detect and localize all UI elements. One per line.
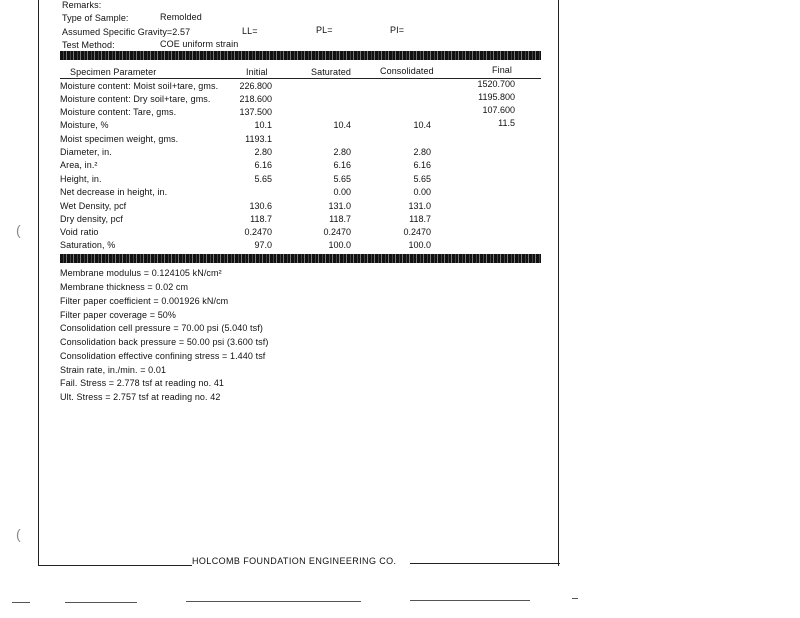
note-line: Consolidation effective confining stress = 1.440 tsf (60, 351, 266, 361)
scan-artifact (186, 601, 361, 602)
table-row-label: Moisture, % (60, 120, 109, 130)
gravity-label: Assumed Specific Gravity=2.57 (62, 27, 191, 37)
table-row-label: Moisture content: Dry soil+tare, gms. (60, 94, 211, 104)
table-cell-saturated: 131.0 (328, 201, 351, 211)
method-value: COE uniform strain (160, 39, 239, 49)
col-header-saturated: Saturated (311, 67, 351, 77)
ll-label: LL= (242, 26, 258, 36)
table-row-label: Void ratio (60, 227, 99, 237)
table-cell-saturated: 100.0 (328, 240, 351, 250)
table-row-label: Dry density, pcf (60, 214, 123, 224)
table-row-label: Height, in. (60, 174, 102, 184)
table-row-label: Moisture content: Moist soil+tare, gms. (60, 81, 219, 91)
scan-artifact (410, 600, 530, 601)
table-cell-consolidated: 5.65 (413, 174, 431, 184)
method-label: Test Method: (62, 40, 115, 50)
table-top-rule (60, 51, 541, 60)
right-border (558, 0, 559, 566)
table-cell-final: 11.5 (498, 118, 515, 128)
col-header-final: Final (492, 65, 513, 75)
scan-artifact (12, 602, 30, 603)
punch-hole-mark: ( (16, 222, 21, 238)
table-cell-consolidated: 0.00 (413, 187, 431, 197)
pi-label: PI= (390, 25, 405, 35)
table-row-label: Moisture content: Tare, gms. (60, 107, 177, 117)
pl-label: PL= (316, 25, 333, 35)
table-cell-final: 1195.800 (478, 92, 515, 102)
table-cell-initial: 2.80 (254, 147, 272, 157)
note-line: Membrane modulus = 0.124105 kN/cm² (60, 268, 222, 278)
punch-hole-mark: ( (16, 526, 21, 542)
table-bottom-rule (60, 254, 541, 263)
note-line: Fail. Stress = 2.778 tsf at reading no. 41 (60, 378, 225, 388)
table-cell-saturated: 6.16 (333, 160, 351, 170)
note-line: Filter paper coefficient = 0.001926 kN/cm (60, 296, 229, 306)
sample-type-label: Type of Sample: (62, 13, 129, 23)
table-cell-consolidated: 118.7 (409, 214, 431, 224)
table-cell-initial: 226.800 (239, 81, 272, 91)
footer-line-right (410, 563, 560, 564)
table-cell-consolidated: 10.4 (413, 120, 431, 130)
left-border (38, 0, 39, 566)
footer-line-left (38, 565, 192, 566)
table-row-label: Moist specimen weight, gms. (60, 134, 179, 144)
table-cell-initial: 6.16 (254, 160, 272, 170)
note-line: Ult. Stress = 2.757 tsf at reading no. 42 (60, 392, 221, 402)
table-cell-initial: 118.7 (250, 214, 272, 224)
table-cell-initial: 137.500 (239, 107, 272, 117)
note-line: Filter paper coverage = 50% (60, 310, 177, 320)
table-cell-initial: 1193.1 (245, 134, 272, 144)
table-cell-consolidated: 6.16 (413, 160, 431, 170)
col-header-initial: Initial (246, 67, 268, 77)
table-row-label: Area, in.² (60, 160, 98, 170)
remarks-label: Remarks: (62, 0, 102, 10)
table-cell-saturated: 5.65 (333, 174, 351, 184)
table-row-label: Net decrease in height, in. (60, 187, 168, 197)
table-row-label: Saturation, % (60, 240, 116, 250)
note-line: Membrane thickness = 0.02 cm (60, 282, 189, 292)
table-cell-saturated: 118.7 (329, 214, 351, 224)
col-header-parameter: Specimen Parameter (70, 67, 157, 77)
scan-artifact (65, 602, 137, 603)
company-name: HOLCOMB FOUNDATION ENGINEERING CO. (192, 556, 397, 566)
table-cell-final: 107.600 (482, 105, 515, 115)
table-row-label: Diameter, in. (60, 147, 112, 157)
col-header-consolidated: Consolidated (380, 66, 434, 76)
table-cell-initial: 130.6 (249, 201, 272, 211)
table-cell-saturated: 10.4 (333, 120, 351, 130)
scan-artifact (572, 598, 578, 599)
note-line: Consolidation back pressure = 50.00 psi (3.600 tsf) (60, 337, 269, 347)
table-cell-initial: 10.1 (254, 120, 272, 130)
table-cell-initial: 218.600 (239, 94, 272, 104)
table-cell-initial: 5.65 (254, 174, 272, 184)
table-cell-initial: 0.2470 (244, 227, 272, 237)
table-cell-consolidated: 100.0 (408, 240, 431, 250)
table-cell-consolidated: 0.2470 (403, 227, 431, 237)
sample-type-value: Remolded (160, 12, 202, 22)
table-row-label: Wet Density, pcf (60, 201, 127, 211)
note-line: Strain rate, in./min. = 0.01 (60, 365, 167, 375)
note-line: Consolidation cell pressure = 70.00 psi (5.040 tsf) (60, 323, 263, 333)
table-cell-saturated: 2.80 (333, 147, 351, 157)
table-cell-initial: 97.0 (254, 240, 272, 250)
table-cell-consolidated: 131.0 (408, 201, 431, 211)
table-cell-consolidated: 2.80 (413, 147, 431, 157)
table-cell-saturated: 0.2470 (323, 227, 351, 237)
table-cell-saturated: 0.00 (333, 187, 351, 197)
table-cell-final: 1520.700 (477, 79, 515, 89)
